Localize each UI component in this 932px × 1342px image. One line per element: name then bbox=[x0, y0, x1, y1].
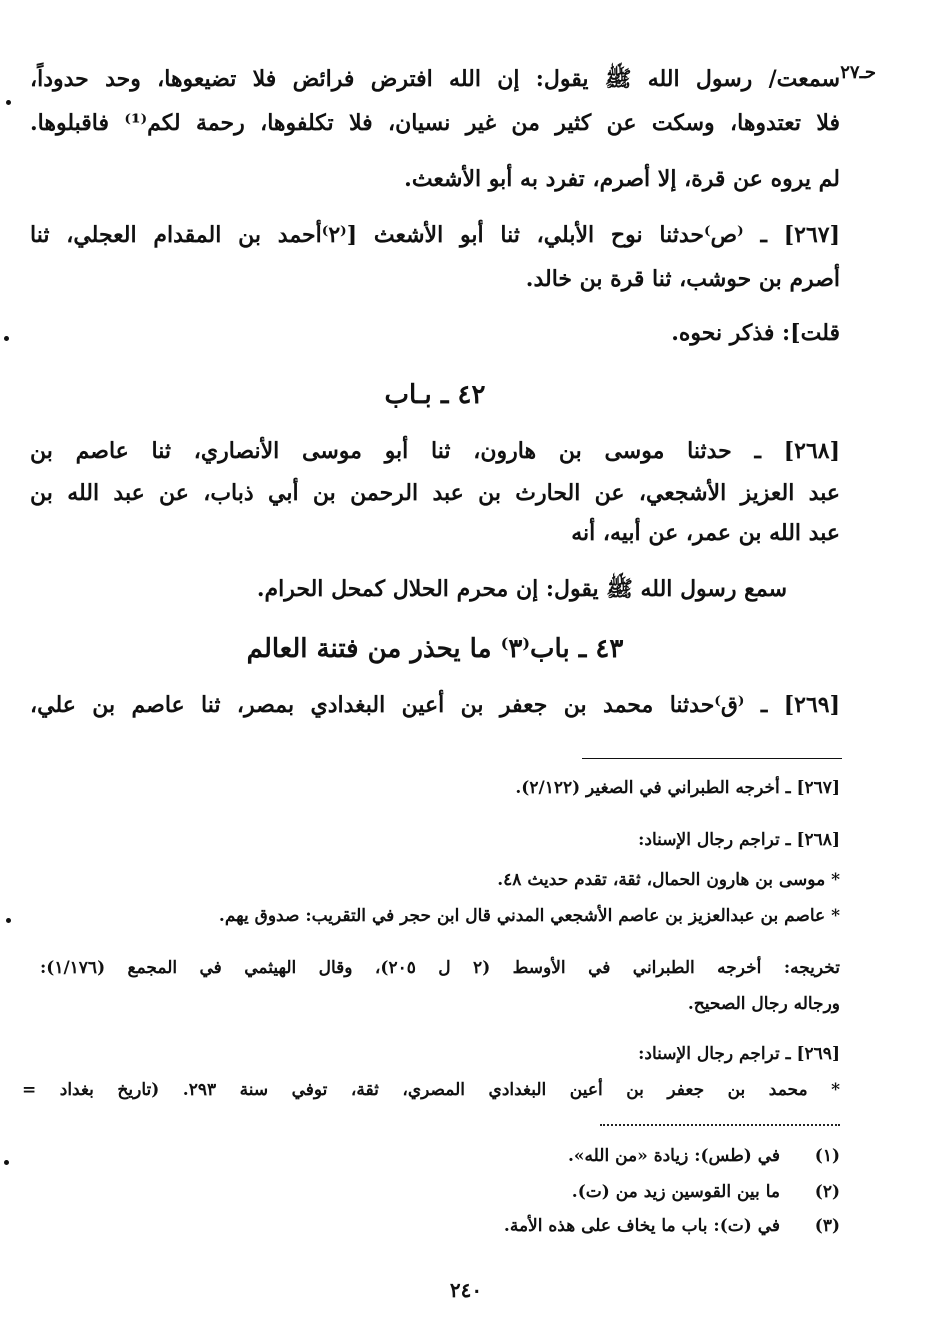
footnote-line: [٢٦٨] ـ تراجم رجال الإسناد: bbox=[638, 830, 840, 850]
footnote-line: [٢٦٧] ـ أخرجه الطبراني في الصغير (٢/١٢٢). bbox=[515, 778, 840, 798]
footnote-line: ورجاله رجال الصحيح. bbox=[687, 994, 840, 1014]
body-line: لم يروه عن قرة، إلا أصرم، تفرد به أبو الأشعث. bbox=[404, 166, 840, 192]
body-line: قلت]: فذكر نحوه. bbox=[671, 320, 840, 346]
note-number: (٢) bbox=[814, 1182, 840, 1202]
chapter-heading: ٤٣ ـ باب⁽٣⁾ ما يحذر من فتنة العالم bbox=[246, 634, 624, 664]
footnote-line: [٢٦٩] ـ تراجم رجال الإسناد: bbox=[638, 1044, 840, 1064]
hadith-269-line: [٢٦٩] ـ ⁽ق⁾حدثنا محمد بن جعفر بن أعين البغدادي بمصر، ثنا عاصم بن علي، bbox=[30, 692, 840, 718]
scan-speck bbox=[4, 336, 9, 341]
edition-note bbox=[300, 1144, 840, 1168]
scan-speck bbox=[4, 1160, 9, 1165]
scan-speck bbox=[6, 100, 11, 105]
note-text: في (ت): باب ما يخاف على هذه الأمة. bbox=[503, 1216, 780, 1236]
body-line: عبد الله بن عمر، عن أبيه، أنه bbox=[571, 520, 840, 546]
body-line: أصرم بن حوشب، ثنا قرة بن خالد. bbox=[525, 266, 840, 292]
notes-separator bbox=[600, 1124, 840, 1126]
edition-note bbox=[300, 1180, 840, 1204]
footnote-line: * موسى بن هارون الحمال، ثقة، تقدم حديث ٤٨. bbox=[497, 870, 840, 890]
note-number: (١) bbox=[814, 1146, 840, 1166]
note-text: ما بين القوسين زيد من (ت). bbox=[571, 1182, 780, 1202]
chapter-heading: ٤٢ ـ بـاب bbox=[384, 380, 486, 410]
note-text: في (طس): زيادة «من الله». bbox=[568, 1146, 780, 1166]
body-line: سمع رسول الله ﷺ يقول: إن محرم الحلال كمحل الحرام. bbox=[256, 576, 787, 602]
hadith-268-line: [٢٦٨] ـ حدثنا موسى بن هارون، ثنا أبو موسى الأنصاري، ثنا عاصم بن bbox=[30, 438, 840, 464]
page-number: ٢٤٠ bbox=[449, 1278, 483, 1302]
note-number: (٣) bbox=[814, 1216, 840, 1236]
body-line: فلا تعتدوها، وسكت عن كثير من غير نسيان، فلا تكلفوها، رحمة لكم⁽¹⁾ فاقبلوها. bbox=[30, 110, 841, 136]
hadith-267-line: [٢٦٧] ـ ⁽ص⁾حدثنا نوح الأبلي، ثنا أبو الأشعث [⁽٢⁾أحمد بن المقدام العجلي، ثنا bbox=[30, 222, 840, 248]
scan-speck bbox=[6, 918, 11, 923]
body-line: سمعت/ رسول الله ﷺ يقول: إن الله افترض فرائض فلا تضيعوها، وحد حدوداً، bbox=[30, 66, 840, 92]
margin-note: حـ٢٧ bbox=[840, 62, 876, 83]
footnote-line: تخريجه: أخرجه الطبراني في الأوسط (٢ ل ٢٠٥)، وقال الهيثمي في المجمع (١/١٧٦): bbox=[40, 958, 840, 978]
footnote-line: * عاصم بن عبدالعزيز بن عاصم الأشجعي المدني قال ابن حجر في التقريب: صدوق يهم. bbox=[218, 906, 840, 926]
body-line: عبد العزيز الأشجعي، عن الحارث بن عبد الرحمن بن أبي ذباب، عن عبد الله بن bbox=[30, 480, 840, 506]
footnote-separator bbox=[582, 758, 842, 759]
footnote-line: * محمد بن جعفر بن أعين البغدادي المصري، ثقة، توفي سنة ٢٩٣. (تاريخ بغداد = bbox=[22, 1080, 840, 1100]
edition-note bbox=[300, 1214, 840, 1238]
